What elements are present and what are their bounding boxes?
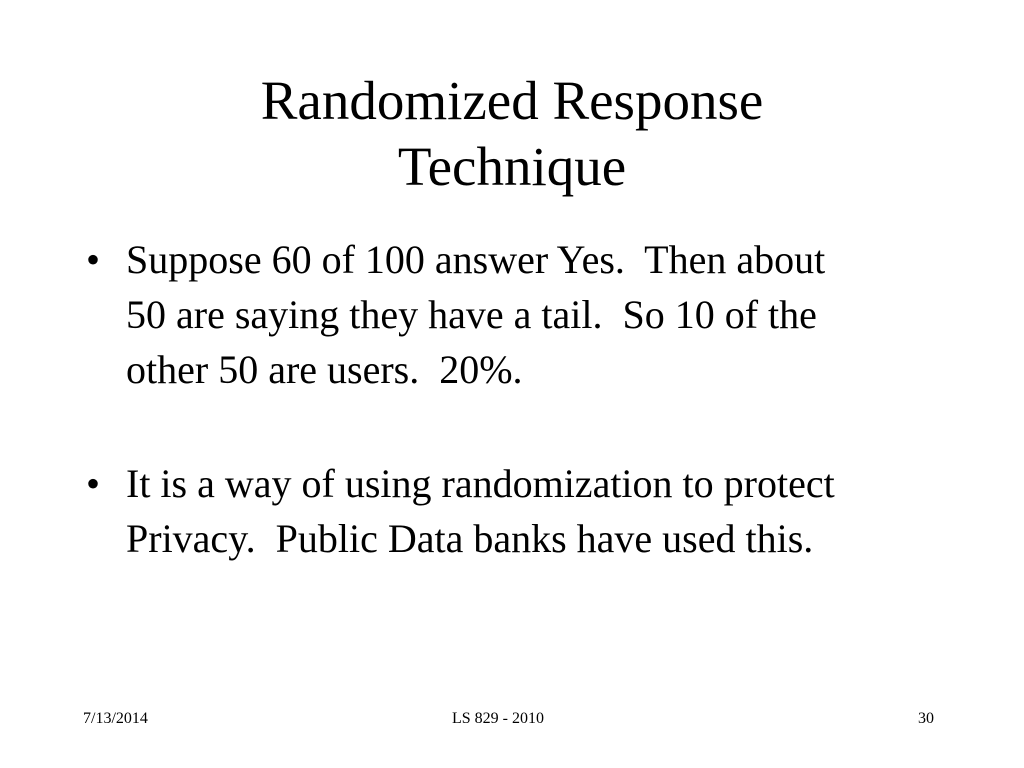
bullet-2-line-2: Privacy. Public Data banks have used this. xyxy=(126,516,814,561)
footer-page-number: 30 xyxy=(918,710,934,727)
bullet-item-1 xyxy=(84,232,964,397)
bullet-dot-icon: • xyxy=(86,237,101,282)
bullet-2-line-1: It is a way of using randomization to protect xyxy=(126,461,835,506)
slide-title-line-1: Randomized Response xyxy=(260,70,764,131)
slide-title xyxy=(100,68,924,200)
bullet-dot-icon: • xyxy=(86,461,101,506)
footer-date: 7/13/2014 xyxy=(83,710,148,727)
bullet-1-line-1: Suppose 60 of 100 answer Yes. Then about xyxy=(126,237,826,282)
bullet-1-line-3: other 50 are users. 20%. xyxy=(126,347,523,392)
bullet-1-line-2: 50 are saying they have a tail. So 10 of the xyxy=(126,292,817,337)
bullet-list xyxy=(84,232,964,566)
slide-title-line-2: Technique xyxy=(397,136,627,197)
footer-course: LS 829 - 2010 xyxy=(452,710,544,727)
bullet-item-2 xyxy=(84,456,964,566)
